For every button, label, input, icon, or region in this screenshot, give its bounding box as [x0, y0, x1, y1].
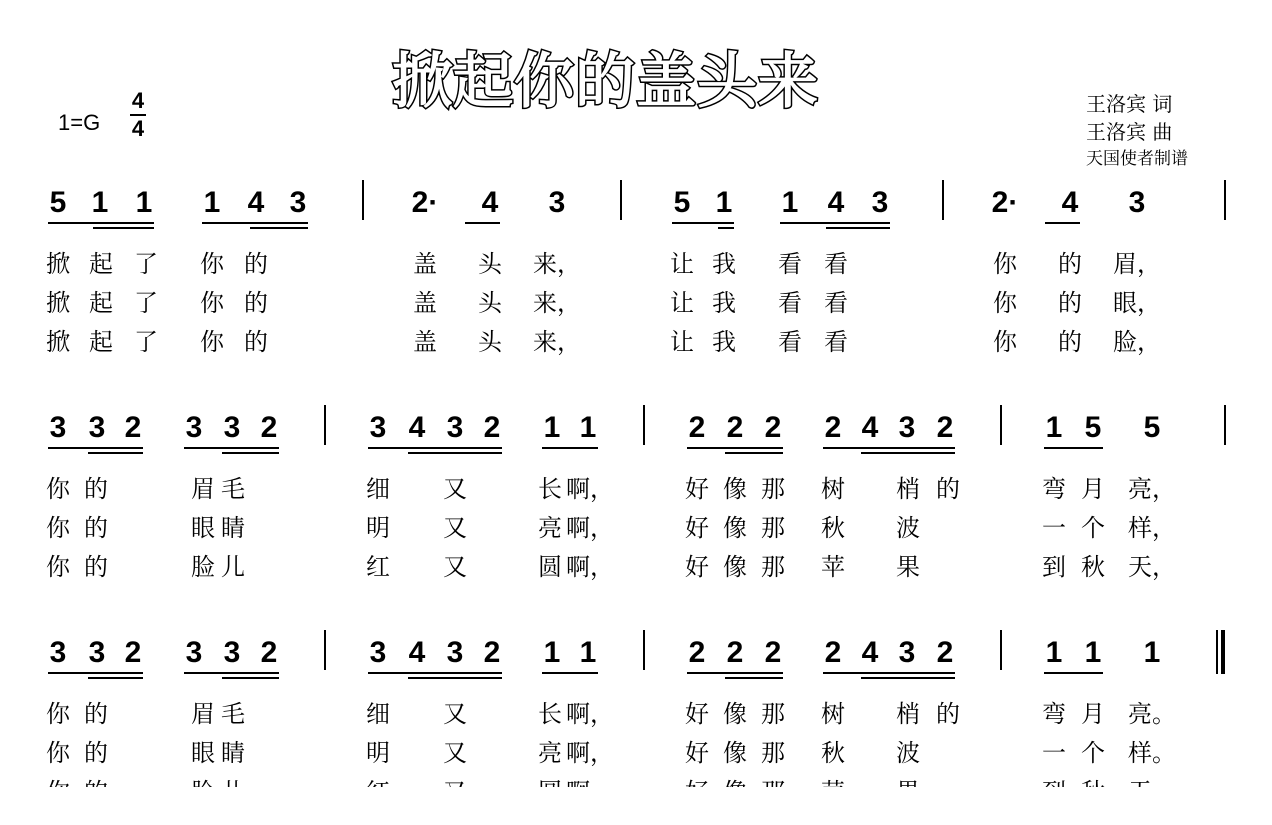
beam-underline — [48, 447, 143, 449]
beam-underline — [1044, 447, 1103, 449]
note-digit: 2 — [824, 411, 842, 444]
lyric-char: 明 — [366, 739, 390, 767]
lyric-char: 眼 — [191, 514, 215, 542]
note-digit: 5 — [49, 186, 67, 219]
beam-underline — [687, 672, 783, 674]
lyric-char: 的 — [244, 289, 268, 317]
note-digit: 2 — [260, 411, 278, 444]
lyric-char: 盖 — [413, 289, 437, 317]
lyric-char: 月 — [1081, 475, 1105, 503]
beam-underline — [368, 672, 502, 674]
note-digit: 1 — [1045, 411, 1063, 444]
note-digit: 5 — [673, 186, 691, 219]
lyric-char: 脸 — [191, 553, 215, 581]
lyric-char: 掀 — [46, 289, 70, 317]
barline — [942, 180, 944, 220]
lyric-char: 我 — [712, 250, 736, 278]
lyric-char: 头 — [478, 328, 502, 356]
beam-underline — [823, 447, 955, 449]
note-digit: 3 — [548, 186, 566, 219]
note-digit: 3 — [898, 411, 916, 444]
lyric-char: 你 — [46, 475, 70, 503]
beam-underline — [184, 672, 279, 674]
note-digit: 1 — [781, 186, 799, 219]
lyric-char: 睛 — [221, 739, 245, 767]
lyric-char: 那 — [761, 514, 785, 542]
lyric-char: 波 — [896, 514, 920, 542]
lyric-char: 梢 — [896, 700, 920, 728]
beam-underline — [823, 672, 955, 674]
lyric-char: 那 — [761, 553, 785, 581]
lyric-char: 好 — [685, 475, 709, 503]
note-digit: 3 — [446, 411, 464, 444]
lyric-char: 你 — [46, 739, 70, 767]
lyric-char: 来， — [533, 289, 581, 317]
lyric-char: 看 — [778, 289, 802, 317]
note-digit: 2 — [764, 411, 782, 444]
lyric-char: 长 — [538, 700, 562, 728]
lyric-char: 啊， — [566, 700, 614, 728]
beam-underline — [368, 447, 502, 449]
lyric-char: 树 — [821, 475, 845, 503]
note-digit: 2 — [688, 636, 706, 669]
beam-underline — [184, 447, 279, 449]
lyric-char: 来， — [533, 328, 581, 356]
lyric-char: 毛 — [221, 475, 245, 503]
lyric-char: 的 — [936, 700, 960, 728]
lyric-char: 眼， — [1113, 289, 1161, 317]
lyric-char: 眉， — [1113, 250, 1161, 278]
note-digit: 4 — [861, 411, 879, 444]
lyric-char: 的 — [84, 700, 108, 728]
lyric-char: 看 — [824, 250, 848, 278]
lyric-char: 看 — [824, 328, 848, 356]
lyric-char: 弯 — [1042, 700, 1066, 728]
note-digit: 3 — [1128, 186, 1146, 219]
note-digit: 3 — [223, 636, 241, 669]
barline — [1000, 630, 1002, 670]
note-digit: 3 — [446, 636, 464, 669]
note-digit: 2· — [411, 186, 439, 219]
lyric-char: 果 — [896, 553, 920, 581]
note-digit: 2 — [483, 411, 501, 444]
lyric-char: 啊， — [566, 739, 614, 767]
lyric-char: 那 — [761, 475, 785, 503]
beam-underline — [687, 447, 783, 449]
lyric-char: 苹 — [821, 553, 845, 581]
lyric-char: 的 — [1058, 250, 1082, 278]
lyric-char: 你 — [993, 250, 1017, 278]
beam-underline — [826, 227, 890, 229]
barline — [620, 180, 622, 220]
song-title: 掀起你的盖头来 — [392, 47, 819, 117]
lyric-char: 啊， — [566, 475, 614, 503]
note-digit: 5 — [1084, 411, 1102, 444]
lyric-char: 了 — [134, 328, 158, 356]
lyric-char: 又 — [443, 700, 467, 728]
beam-underline — [1044, 672, 1103, 674]
note-digit: 3 — [49, 636, 67, 669]
lyric-char: 天， — [1128, 553, 1176, 581]
barline — [324, 405, 326, 445]
lyric-char: 啊， — [566, 553, 614, 581]
lyric-char: 好 — [685, 553, 709, 581]
note-digit: 4 — [247, 186, 265, 219]
beam-underline — [93, 227, 154, 229]
barline — [362, 180, 364, 220]
note-digit: 3 — [88, 411, 106, 444]
lyric-char: 脸， — [1113, 328, 1161, 356]
lyric-char: 又 — [443, 514, 467, 542]
lyric-char: 又 — [443, 739, 467, 767]
lyric-char: 的 — [84, 553, 108, 581]
time-signature — [130, 88, 146, 142]
note-digit: 4 — [861, 636, 879, 669]
note-digit: 3 — [369, 636, 387, 669]
lyric-char: 让 — [670, 289, 694, 317]
beam-underline — [718, 227, 734, 229]
note-digit: 4 — [408, 636, 426, 669]
beam-underline — [542, 672, 598, 674]
lyric-char: 又 — [443, 553, 467, 581]
lyric-char: 你 — [993, 328, 1017, 356]
note-digit: 3 — [49, 411, 67, 444]
lyric-char: 亮。 — [1128, 700, 1176, 728]
lyric-char: 睛 — [221, 514, 245, 542]
beam-underline — [1045, 222, 1080, 224]
beam-underline — [202, 222, 308, 224]
note-digit: 4 — [1061, 186, 1079, 219]
beam-underline — [780, 222, 890, 224]
lyric-char: 眼 — [191, 739, 215, 767]
lyric-char: 红 — [366, 553, 390, 581]
beam-underline — [222, 452, 279, 454]
lyric-char: 我 — [712, 328, 736, 356]
lyric-char: 啊， — [566, 514, 614, 542]
note-digit: 1 — [1084, 636, 1102, 669]
lyric-char: 像 — [723, 700, 747, 728]
beam-underline — [250, 227, 308, 229]
beam-underline — [88, 452, 143, 454]
lyric-char: 像 — [723, 739, 747, 767]
lyric-char: 树 — [821, 700, 845, 728]
transcriber-credit: 天国使者制谱 — [1086, 149, 1188, 169]
note-digit: 4 — [827, 186, 845, 219]
lyric-char: 像 — [723, 553, 747, 581]
lyric-char: 你 — [993, 289, 1017, 317]
lyric-char: 的 — [936, 475, 960, 503]
lyric-char: 来， — [533, 250, 581, 278]
lyric-char: 个 — [1081, 739, 1105, 767]
lyric-char: 儿 — [221, 553, 245, 581]
lyric-char: 起 — [89, 289, 113, 317]
lyric-char: 月 — [1081, 700, 1105, 728]
note-digit: 1 — [203, 186, 221, 219]
note-digit: 1 — [543, 636, 561, 669]
barline — [1224, 180, 1226, 220]
note-digit: 1 — [543, 411, 561, 444]
lyric-char: 看 — [824, 289, 848, 317]
lyric-char: 那 — [761, 739, 785, 767]
lyric-char: 波 — [896, 739, 920, 767]
lyricist-credit: 王洛宾 词 — [1086, 92, 1173, 116]
lyric-char: 秋 — [821, 739, 845, 767]
barline — [643, 630, 645, 670]
beam-underline — [672, 222, 734, 224]
final-barline-thin — [1216, 630, 1218, 674]
beam-underline — [408, 677, 502, 679]
note-digit: 1 — [1143, 636, 1161, 669]
lyric-char: 你 — [46, 514, 70, 542]
note-digit: 3 — [185, 636, 203, 669]
composer-credit: 王洛宾 曲 — [1086, 120, 1173, 144]
note-digit: 2 — [260, 636, 278, 669]
lyric-char: 样。 — [1128, 739, 1176, 767]
lyric-char: 样， — [1128, 514, 1176, 542]
lyric-char: 好 — [685, 514, 709, 542]
lyric-char: 像 — [723, 475, 747, 503]
lyric-char: 的 — [1058, 289, 1082, 317]
beam-underline — [88, 677, 143, 679]
lyric-char: 了 — [134, 250, 158, 278]
lyric-char: 亮 — [538, 514, 562, 542]
note-digit: 2 — [764, 636, 782, 669]
lyric-char: 弯 — [1042, 475, 1066, 503]
note-digit: 2 — [824, 636, 842, 669]
lyric-char: 看 — [778, 250, 802, 278]
note-digit: 3 — [898, 636, 916, 669]
lyric-char: 细 — [366, 475, 390, 503]
note-digit: 2 — [124, 411, 142, 444]
lyric-char: 好 — [685, 739, 709, 767]
note-digit: 4 — [408, 411, 426, 444]
lyric-char: 看 — [778, 328, 802, 356]
lyric-char: 明 — [366, 514, 390, 542]
note-digit: 1 — [715, 186, 733, 219]
beam-underline — [861, 677, 955, 679]
beam-underline — [542, 447, 598, 449]
note-digit: 2· — [991, 186, 1019, 219]
barline — [1000, 405, 1002, 445]
note-digit: 1 — [135, 186, 153, 219]
lyric-char: 你 — [200, 289, 224, 317]
lyric-char: 那 — [761, 700, 785, 728]
barline — [324, 630, 326, 670]
lyric-char: 你 — [200, 250, 224, 278]
note-digit: 2 — [726, 411, 744, 444]
note-digit: 1 — [1045, 636, 1063, 669]
lyric-char: 像 — [723, 514, 747, 542]
lyric-char: 起 — [89, 328, 113, 356]
lyric-char: 眉 — [191, 475, 215, 503]
note-digit: 3 — [223, 411, 241, 444]
lyric-char: 掀 — [46, 250, 70, 278]
lyric-char: 的 — [244, 328, 268, 356]
lyric-char: 盖 — [413, 250, 437, 278]
lyric-char: 长 — [538, 475, 562, 503]
note-digit: 1 — [579, 636, 597, 669]
lyric-char: 你 — [46, 553, 70, 581]
time-signature-bottom: 4 — [131, 116, 145, 141]
lyric-char: 的 — [84, 514, 108, 542]
lyric-char: 秋 — [821, 514, 845, 542]
beam-underline — [861, 452, 955, 454]
final-barline-thick — [1221, 630, 1225, 674]
note-digit: 5 — [1143, 411, 1161, 444]
lyric-char: 你 — [46, 700, 70, 728]
lyric-char: 起 — [89, 250, 113, 278]
beam-underline — [48, 222, 154, 224]
lyric-char: 你 — [200, 328, 224, 356]
lyric-char: 盖 — [413, 328, 437, 356]
note-digit: 2 — [124, 636, 142, 669]
lyric-char: 头 — [478, 289, 502, 317]
lyric-char: 到 — [1042, 553, 1066, 581]
lyric-char: 又 — [443, 475, 467, 503]
note-digit: 2 — [688, 411, 706, 444]
beam-underline — [222, 677, 279, 679]
note-digit: 3 — [369, 411, 387, 444]
note-digit: 1 — [91, 186, 109, 219]
lyric-char: 让 — [670, 250, 694, 278]
lyric-char: 圆 — [538, 553, 562, 581]
beam-underline — [408, 452, 502, 454]
lyric-char: 让 — [670, 328, 694, 356]
lyric-char: 毛 — [221, 700, 245, 728]
page-cutoff — [0, 787, 1272, 825]
lyric-char: 好 — [685, 700, 709, 728]
lyric-char: 掀 — [46, 328, 70, 356]
lyric-char: 的 — [84, 475, 108, 503]
beam-underline — [725, 452, 783, 454]
lyric-char: 秋 — [1081, 553, 1105, 581]
lyric-char: 眉 — [191, 700, 215, 728]
barline — [643, 405, 645, 445]
beam-underline — [48, 672, 143, 674]
lyric-char: 梢 — [896, 475, 920, 503]
barline — [1224, 405, 1226, 445]
note-digit: 3 — [871, 186, 889, 219]
lyric-char: 个 — [1081, 514, 1105, 542]
lyric-char: 一 — [1042, 514, 1066, 542]
lyric-char: 了 — [134, 289, 158, 317]
key-signature: 1=G — [58, 110, 101, 135]
note-digit: 2 — [483, 636, 501, 669]
time-signature-top: 4 — [131, 88, 145, 113]
lyric-char: 亮 — [538, 739, 562, 767]
note-digit: 4 — [481, 186, 499, 219]
lyric-char: 细 — [366, 700, 390, 728]
lyric-char: 亮， — [1128, 475, 1176, 503]
note-digit: 3 — [289, 186, 307, 219]
note-digit: 1 — [579, 411, 597, 444]
lyric-char: 的 — [1058, 328, 1082, 356]
lyric-char: 一 — [1042, 739, 1066, 767]
note-digit: 3 — [88, 636, 106, 669]
note-digit: 3 — [185, 411, 203, 444]
lyric-char: 我 — [712, 289, 736, 317]
lyric-char: 的 — [244, 250, 268, 278]
lyric-char: 头 — [478, 250, 502, 278]
beam-underline — [465, 222, 500, 224]
note-digit: 2 — [936, 411, 954, 444]
beam-underline — [725, 677, 783, 679]
lyric-char: 的 — [84, 739, 108, 767]
note-digit: 2 — [726, 636, 744, 669]
note-digit: 2 — [936, 636, 954, 669]
